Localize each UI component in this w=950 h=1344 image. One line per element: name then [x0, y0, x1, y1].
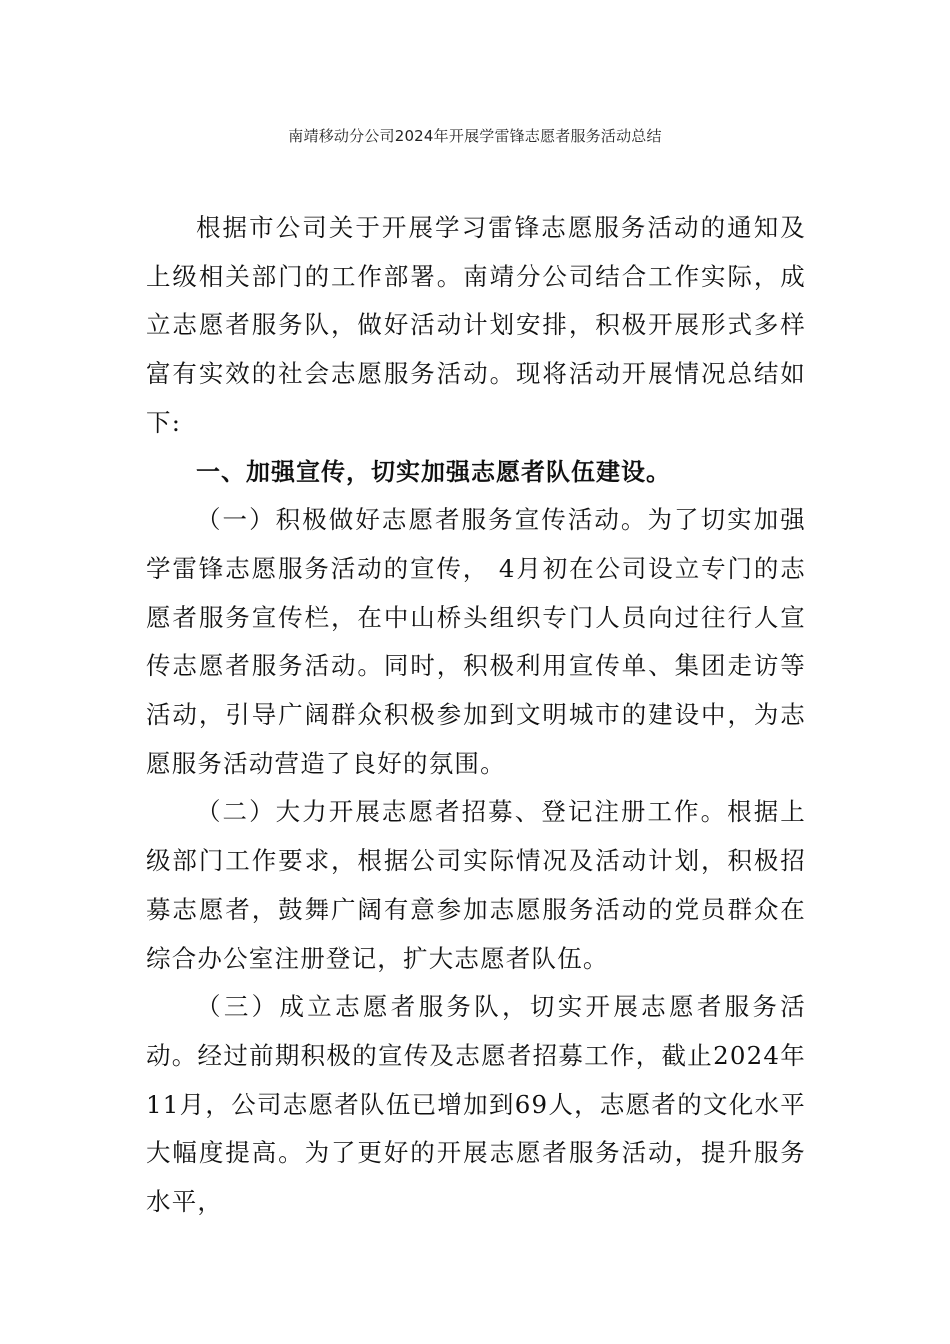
section-1-heading: 一、加强宣传，切实加强志愿者队伍建设。 [196, 457, 671, 486]
paragraph-3: （三）成立志愿者服务队，切实开展志愿者服务活动。经过前期积极的宣传及志愿者招募工作，截止2024年11月，公司志愿者队伍已增加到69人，志愿者的文化水平大幅度提高。为了更好的开展志愿者服务活动，提升服务水平， [146, 992, 806, 1217]
intro-paragraph: 根据市公司关于开展学习雷锋志愿服务活动的通知及上级相关部门的工作部署。南靖分公司结合工作实际，成立志愿者服务队，做好活动计划安排，积极开展形式多样富有实效的社会志愿服务活动。现将活动开展情况总结如下: [146, 213, 806, 437]
paragraph-1: （一）积极做好志愿者服务宣传活动。为了切实加强学雷锋志愿服务活动的宣传， 4月初在公司设立专门的志愿者服务宣传栏，在中山桥头组织专门人员向过往行人宣传志愿者服务活动。同时，积极利用宣传单、集团走访等活动，引导广阔群众积极参加到文明城市的建设中，为志愿服务活动营造了良好的氛围。 [146, 505, 806, 778]
paragraph-2: （二）大力开展志愿者招募、登记注册工作。根据上级部门工作要求，根据公司实际情况及活动计划，积极招募志愿者，鼓舞广阔有意参加志愿服务活动的党员群众在综合办公室注册登记，扩大志愿者队伍。 [146, 797, 806, 973]
document-title: 南靖移动分公司2024年开展学雷锋志愿者服务活动总结 [288, 127, 662, 145]
document-body [146, 204, 806, 1227]
